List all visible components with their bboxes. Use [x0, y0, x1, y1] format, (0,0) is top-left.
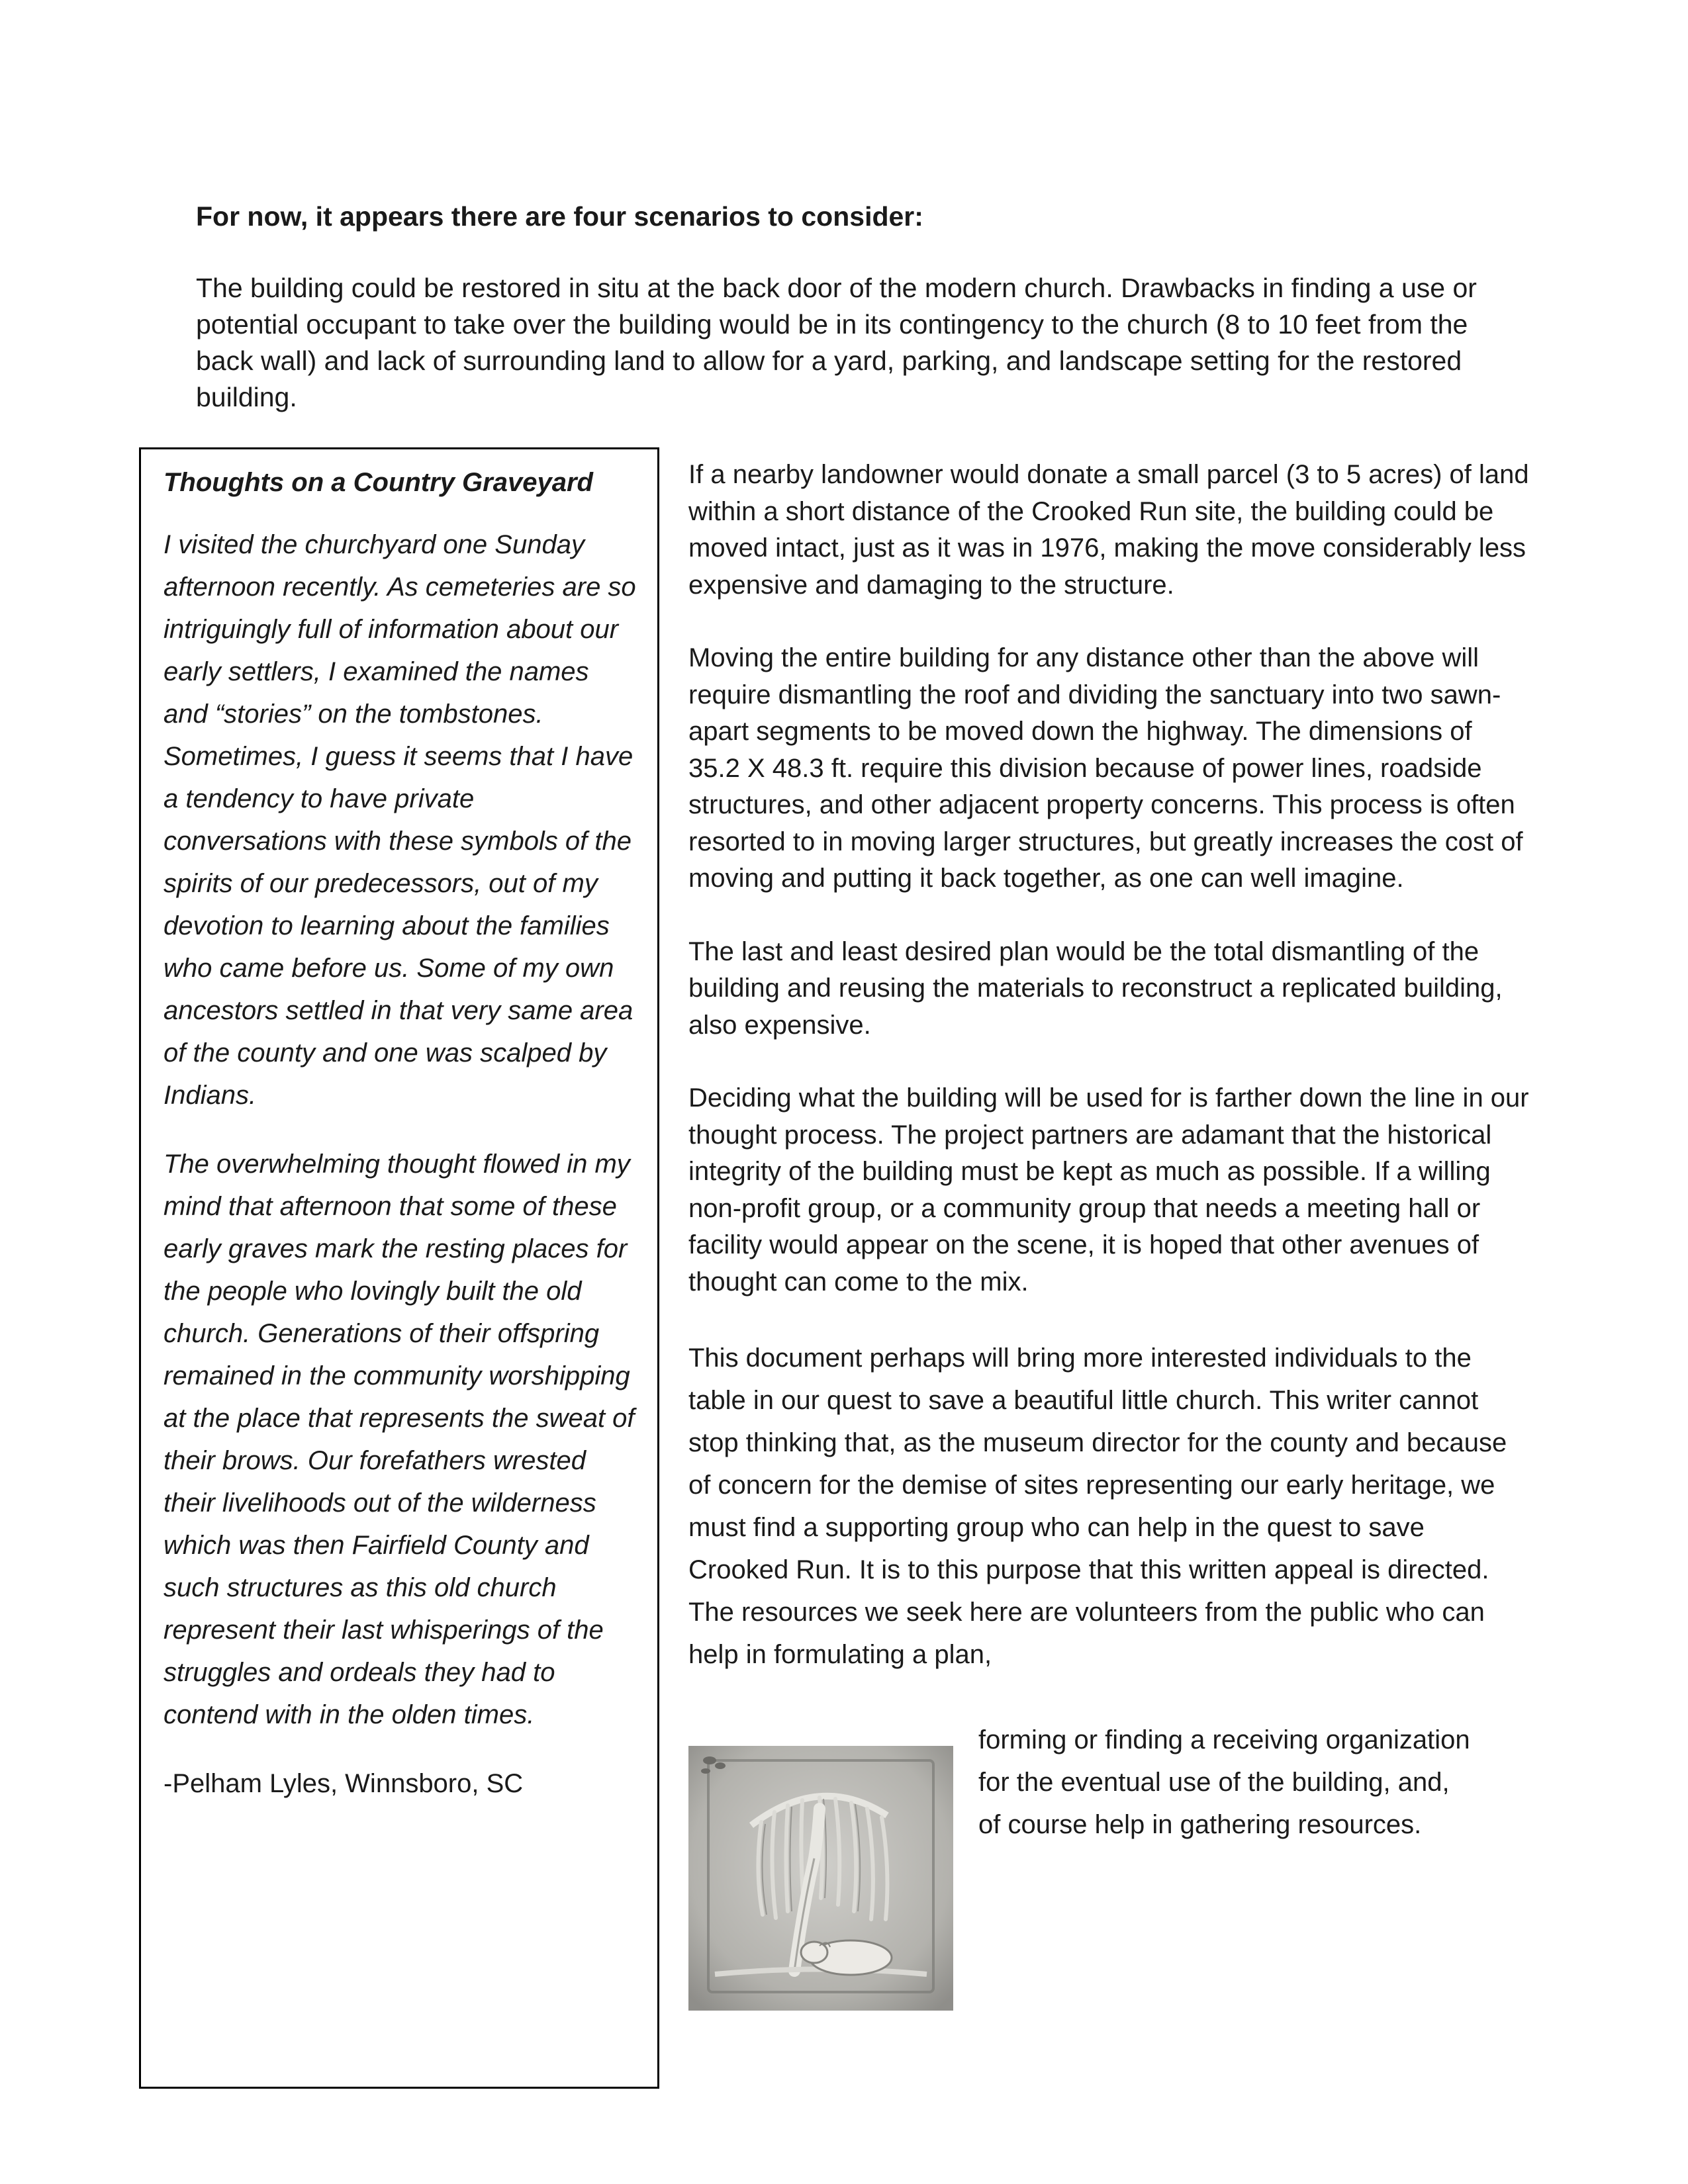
- closing-line: of course help in gathering resources.: [978, 1810, 1422, 1839]
- sidebar-title: Thoughts on a Country Graveyard: [164, 468, 593, 497]
- main-paragraph: If a nearby landowner would donate a small parcel (3 to 5 acres) of land within a short distance of the Crooked Run site, the building could be moved intact, just as it was in 1976, making the move considerably less expensive and damaging to the structure.: [688, 460, 1529, 600]
- sidebar-paragraph: I visited the churchyard one Sunday afternoon recently. As cemeteries are so intriguingly full of information about our early settlers, I examined the names and “stories” on the tombstones. Sometimes, I guess it seems that I have a tendency to have private conversations with these symbols of the spirits of our predecessors, out of my devotion to learning about the families who came before us. Some of my own ancestors settled in that very same area of the county and one was scalped by Indians.: [164, 530, 636, 1110]
- sidebar-box: [139, 447, 659, 2089]
- main-column: [688, 457, 1529, 1676]
- section-heading: For now, it appears there are four scenarios to consider:: [196, 201, 923, 232]
- closing-paragraph-continued: [978, 1719, 1528, 1846]
- main-paragraph: The last and least desired plan would be the total dismantling of the building and reusing the materials to reconstruct a replicated building, also expensive.: [688, 936, 1503, 1040]
- closing-line: forming or finding a receiving organization: [978, 1725, 1470, 1754]
- intro-paragraph: The building could be restored in situ at the back door of the modern church. Drawbacks in finding a use or potential occupant to take over the building would be in its contingency to the church (8 to 10 feet from the back wall) and lack of surrounding land to allow for a yard, parking, and landscape setting for the restored building.: [196, 273, 1477, 412]
- main-paragraph: Deciding what the building will be used for is farther down the line in our thought process. The project partners are adamant that the historical integrity of the building must be kept as much as possible. If a willing non-profit group, or a community group that needs a meeting hall or facility would appear on the scene, it is hoped that other avenues of thought can come to the mix.: [688, 1083, 1529, 1297]
- closing-paragraph: This document perhaps will bring more interested individuals to the table in our quest to save a beautiful little church. This writer cannot stop thinking that, as the museum director for the county and because of concern for the demise of sites representing our early heritage, we must find a supporting group who can help in the quest to save Crooked Run. It is to this purpose that this written appeal is directed. The resources we seek here are volunteers from the public who can help in formulating a plan,: [688, 1343, 1507, 1669]
- main-paragraph: Moving the entire building for any distance other than the above will require dismantling the roof and dividing the sanctuary into two sawn-apart segments to be moved down the highway. The dimensions of 35.2 X 48.3 ft. require this division because of power lines, roadside structures, and other adjacent property concerns. This process is often resorted to in moving larger structures, but greatly increases the cost of moving and putting it back together, as one can well imagine.: [688, 643, 1523, 893]
- gravestone-willow-image: [688, 1746, 953, 2011]
- closing-line: for the eventual use of the building, and,: [978, 1768, 1450, 1797]
- sidebar-paragraph: The overwhelming thought flowed in my mind that afternoon that some of these early graves mark the resting places for the people who lovingly built the old church. Generations of their offspring remained in the community worshipping at the place that represents the sweat of their brows. Our forefathers wrested their livelihoods out of the wilderness which was then Fairfield County and such structures as this old church represent their last whisperings of the struggles and ordeals they had to contend with in the olden times.: [164, 1150, 635, 1729]
- sidebar-signature: -Pelham Lyles, Winnsboro, SC: [164, 1769, 524, 1798]
